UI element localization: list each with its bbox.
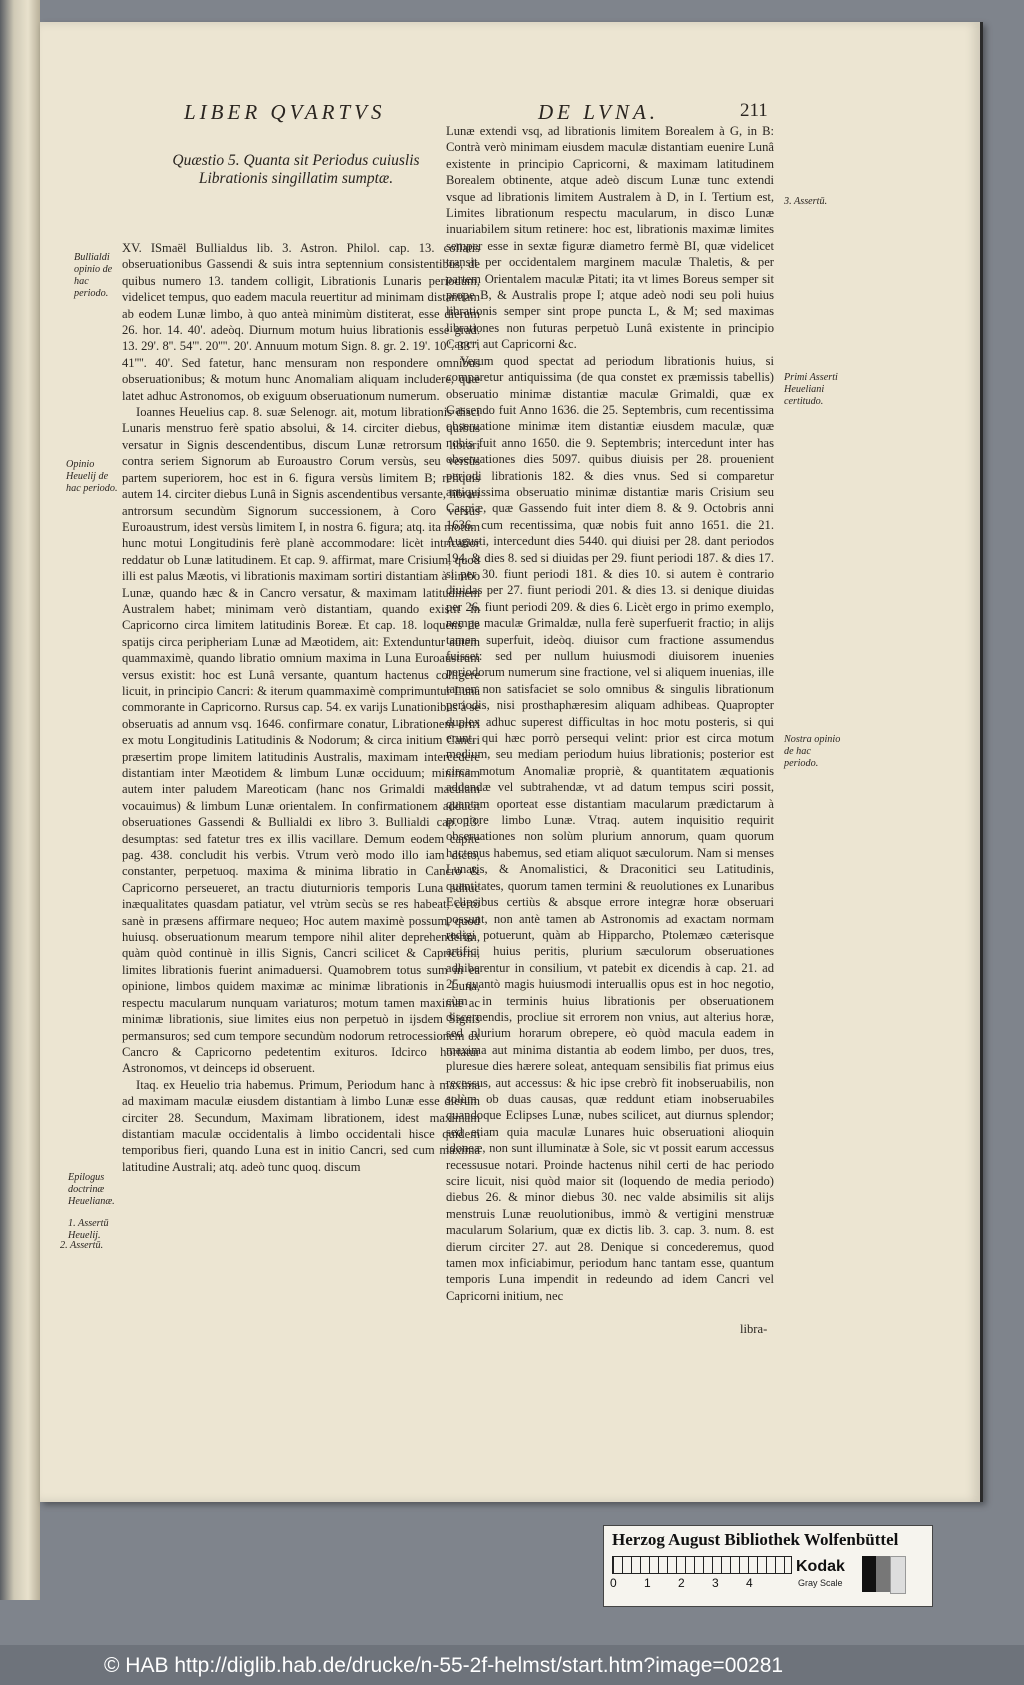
paragraph: Itaq. ex Heuelio tria habemus. Primum, Periodum hanc à maxima ad maximam maculæ eiusdem distantiam à limbo Lunæ esse dierum circiter 28. Secundum, Maximam librationem, idest maximam distantiam maculæ occidentalis à limbo occidentali hisce quidem temporibus fieri, quando Luna est in initio Cancri, sed cum maxima latitudine Australi; atq. adeò tunc quoq. discum: [122, 1077, 480, 1174]
copyright-url: © HAB http://diglib.hab.de/drucke/n-55-2f-helmst/start.htm?image=00281: [104, 1654, 784, 1677]
margin-note: Bullialdi opinio de hac periodo.: [74, 252, 113, 299]
paragraph: XV. ISmaël Bullialdus lib. 3. Astron. Philol. cap. 13. collatis obseruationibus Gassendi & suis intra septennium consistentibus, de quibus numero 13. tandem colligit, Librationis Lunaris periodum, videlicet tempus, quo eadem macula reuertitur ad minimam distantiam ab eodem Lunæ limbo, à quo anteà minimùm distiterat, esse dierum 26. hor. 14. 40'. adeòq. Diurnum motum huius librationis esse grad. 13. 29'. 8''. 54'''. 20''''. 20'. Annuum motum Sign. 8. gr. 2. 19'. 10''. 33'''. 41''''. 40'. Sed fatetur, hanc mensuram non respondere omnibus obseruationibus; & motum hunc Anomaliam aliquam includere, quæ latet adhuc Astronomos, ob exiguum obseruationum numerum.: [122, 241, 480, 403]
library-name: Herzog August Bibliothek Wolfenbüttel: [612, 1530, 899, 1549]
color-target-card: [603, 1525, 933, 1607]
catchword: libra-: [740, 1322, 768, 1336]
footer-bar: [0, 1645, 1024, 1685]
gray-scale-label: Gray Scale: [798, 1578, 843, 1588]
running-head-left: LIBER QVARTVS: [184, 100, 386, 124]
gray-swatch: [862, 1556, 876, 1592]
margin-note: Primi Asserti Heueliani certitudo.: [784, 372, 838, 407]
ruler-numbers: [610, 1576, 780, 1590]
paragraph: Verum quod spectat ad periodum librationis huius, si comparetur antiquissima (de qua constet ex præmissis tabellis) obseruatio minimæ distantiæ maculæ Grimaldi, quæ ex Gassendo fuit Anno 1636. die 25. Septembris, cum recentissima obseruatione minimæ item distantiæ eiusdem maculæ, quæ nobis fuit anno 1650. die 9. Septembris; intercedunt inter has obseruationes dies 5097. quibus diuisis per 28. prouenient periodi librationis 182. & dies vnus. Sed si comparetur antiquissima obseruatio minimæ distantiæ maris Crisium seu Caspiæ, quæ Gassendo fuit inter diem 8. & 9. Octobris anni 1636. cum recentissima, quæ nobis fuit anno 1651. die 21. Augusti, intercedunt dies 5440. qui diuisi per 28. dant periodos 194. & dies 8. sed si diuidas per 29. fiunt periodi 187. & dies 17. si per 30. fiunt periodi 181. & dies 10. si autem è contrario diuidas per 27. fiunt periodi 201. & dies 13. si denique diuidas per 26. fiunt periodi 209. & dies 6. Licèt ergo in primo exemplo, nempe maculæ Grimaldæ, nulla ferè superfuerit fractio; in alijs tamen superfuit, ideòq. diuisor cum fractione assumendus fuisset: sed per nullum huiusmodi diuisorem inuenies periodorum numerum sine fractione, vel si aliquem inuenias, ille tamen non satisfaciet se solo omnibus & singulis librationum periodis, nisi prosthaphæresim aliquam adhibeas. Quapropter duplex adhuc superest difficultas in hoc motu posteris, si qui erunt, qui hæc porrò persequi velint: prior est circa motum medium, seu mediam periodum huius librationis; posterior est circa motum Anomaliæ propriè, & quantitatem æquationis addendæ vel subtrahendæ, vt ad datum tempus sciri possit, quantam oporteat esse distantiam macularum prædictarum à propiore limbo Lunæ. Vtraq. autem inquisitio requirit obseruationes non solùm plurium annorum, quam quorum hactenus habemus, sed etiam aliquot sæculorum. Nam si menses Lunaris, & Anomalistici, & Draconitici seu Latitudinis, quantitates, quorum tamen termini & reuolutiones ex Lunaribus Eclipsibus certiùs & absque errore integræ horæ obseruari possunt, non antè tamen ab Astronomis ad exactam normam redigi potuerunt, quàm ab Hipparcho, Ptolemæo cæterisque artifici huius peritis, plurium sæculorum obseruationes adhiberentur in consilium, vt patebit ex dicendis à cap. 21. ad 25. quantò magis huiusmodi interuallis opus est in hoc negotio, cùm in terminis huius librationis per obseruationem discernendis, procliue sit errorem non vnius, aut alterius horæ, sed plurium horarum obrepere, eò quòd macula eadem in maxima aut minima distantia ab eodem limbo, per duos, tres, pluresue dies hærere soleat, antequam sensibilis fiat primus eius recessus, aut accessus: & hic ipse crebrò fit inobseruabilis, non solùm ob duas causas, quæ reddunt etiam inobseruabiles quandoque Eclipses Lunæ, nubes scilicet, aut diurnus splendor; sed etiam quia maculæ Lunares huic obseruationi alioquin idoneæ, non sunt illuminatæ à Sole, sic vt possit earum accessus recessusue notari. Proinde hactenus nihil certi de hac periodo scire licuit, nisi quòd maior sit (loquendo de media periodo) diebus 26. & minor diebus 30. nec valde absimilis sit alijs menstruis Lunæ reuolutionibus, immò & vertigini menstruæ macularum Solarium, quæ ex dictis lib. 3. cap. 3. num. 8. est dierum circiter 27. aut 28. Denique si concederemus, quod tamen mox inficiabimur, periodum hanc tantam esse, quantum temporis Luna impendit in redeundo ad idem Cancri vel Capricorni initium, nec: [446, 353, 774, 1303]
kodak-logo: Kodak: [796, 1558, 845, 1575]
book-spine: [0, 0, 40, 1600]
page-number: 211: [740, 100, 768, 121]
ruler-number: 1: [644, 1576, 651, 1590]
margin-note: Nostra opinio de hac periodo.: [784, 734, 841, 769]
paragraph: Lunæ extendi vsq, ad librationis limitem Borealem à G, in B: Contrà verò minimam eiusdem maculæ distantiam euenire Lunâ existente in principio Capricorni, & maximam latitudinem Borealem obtinente, atque adeò discum Lunæ tunc extendi vsque ad librationis limitem Australem à D, in I. Tertium est, Limites librationum respectu macularum, in disco Lunæ inuariabilem situm retinere: hoc est, librationis maximæ limites semper esse in sextæ figuræ diametro fermè BI, quæ videlicet transit per occidentalem marginem maculæ Thaletis, & per partem Orientalem maculæ Pitati; ita vt limes Boreus semper sit prope B, & Australis prope I; atque adeò nodi seu poli huius librationis semper sint prope puncta L, & M; sed maximas librationes non futuras perpetuò Lunâ existente in principio Cancri aut Capricorni &c.: [446, 124, 774, 352]
ruler-number: 3: [712, 1576, 719, 1590]
gray-swatch: [890, 1556, 906, 1594]
book-page: [40, 22, 983, 1502]
margin-note: 3. Assertū.: [784, 196, 828, 207]
right-column: [446, 123, 774, 1304]
margin-note: 1. Assertū Heuelij.: [68, 1218, 109, 1241]
ruler-number: 4: [746, 1576, 753, 1590]
scale-ruler: [612, 1556, 792, 1574]
question-heading: Quæstio 5. Quanta sit Periodus cuiuslis Librationis singillatim sumptæ.: [172, 152, 420, 187]
margin-note: 2. Assertū.: [60, 1240, 104, 1251]
margin-note: Opinio Heuelij de hac periodo.: [66, 459, 118, 494]
margin-note: Epilogus doctrinæ Heuelianæ.: [68, 1172, 115, 1207]
gray-swatch: [876, 1556, 890, 1592]
left-column: [122, 240, 480, 1175]
ruler-number: 2: [678, 1576, 685, 1590]
paragraph: Ioannes Heuelius cap. 8. suæ Selenogr. ait, motum librationis disci Lunaris menstruo ferè spatio absolui, & 14. circiter diebus, quibus versatur in Signis descendentibus, discum Lunæ retrorsum librari contra seriem Signorum ab Euroaustro Corum versùs, seu versùs partem superiorem, hoc est in 6. figura versùs limitem B; reliquis autem 14. circiter diebus Lunâ in Signis ascendentibus versante, librari antrorsum secundùm Signorum successionem, à Coro versùs Euroaustrum, idest versùs limitem I, in nostra 6. figura; atq. ita motum hunc motui Longitudinis ferè planè accommodare: licèt intricatior reddatur ob Lunæ latitudinem. Et cap. 9. affirmat, mare Crisium, quod illi est palus Mæotis, vi librationis maximam sortiri distantiam à limbo Lunæ, quando hæc & in Cancro versatur, & maximam latitudinem Australem habet; minimam verò distantiam, quando existit in Capricorno circa limitem latitudinis Boreæ. Et cap. 18. loquens de spatijs circa peripheriam Lunæ ad Mæotidem, ait: Extenduntur autem quammaximè, quando libratio omnium maxima in Luna Euroaustrum versus existit: hoc est Lunâ versante, quantum hactenus colligere licuit, in principio Cancri: & iterum quammaximè comprimuntur Lunâ commorante in Capricorno. Rursus cap. 54. ex varijs Lunationibus à se obseruatis ad annum vsq. 1646. confirmare conatur, Librationem oriri ex motu Longitudinis Latitudinis & Nodorum; & circa initium Cancri præsertim prope limitem latitudinis Australis, maximam intercedere distantiam inter Mæotidem & limbum Lunæ occiduum; minimam autem inter paludem Mareoticam (hanc nos Grimaldi maculam vocauimus) & limbum Lunæ orientalem. In confirmationem adducit obseruationes Gassendi & Bullialdi ex libro 3. Bullialdi cap. 13. desumptas: sed fatetur tres ex illis vacillare. Demum eodem capite pag. 438. concludit his verbis. Vtrum verò modo illo iam dicto, constanter, perpetuoq. maxima & minima libratio in Cancro & Capricorno perseueret, an tractu diuturnioris temporis Luna adhuc inæqualitates quasdam patiatur, vel vtrùm secùs se res habeat, certò sanè in præsens affirmare nequeo; Hoc autem maximè possum, quod huiusq. obseruationum mearum tempore nihil aliter deprehenderim, quàm quòd continuè in illis Signis, Cancri scilicet & Capricorni, limites librationis fuerint animaduersi. Quamobrem totus sum in ea opinione, limbos quidem maximæ ac minimæ librationis in Luna, respectu macularum nunquam variaturos; motum tamen maximæ ac minimæ librationis, siue limites eius non perpetuò in ijsdem Signis permansuros; sed cum tempore secundùm nodorum retrocessionem ex Cancro & Capricorno pedetentim exituros. Idcirco hortatur Astronomos, vt deinceps id obseruent.: [122, 405, 480, 1076]
running-head-right: DE LVNA.: [538, 100, 660, 124]
ruler-number: 0: [610, 1576, 617, 1590]
